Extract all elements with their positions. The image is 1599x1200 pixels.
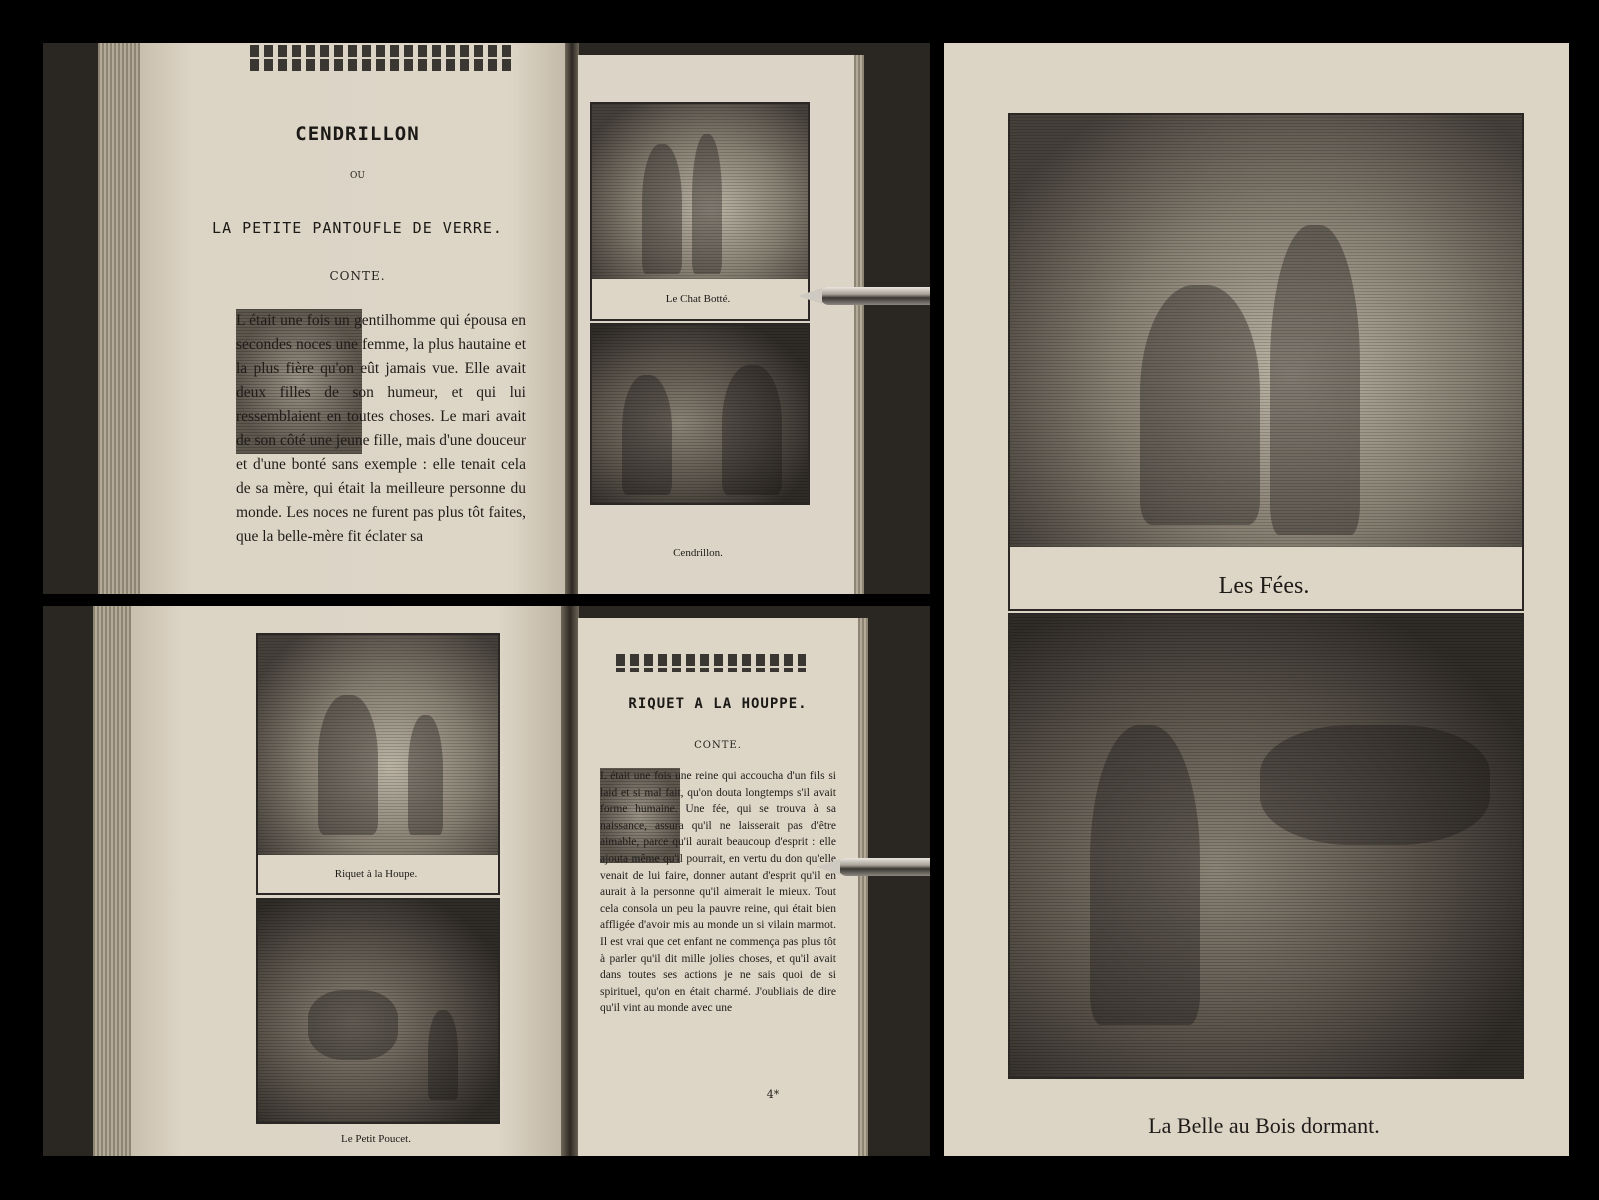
story-title: CENDRILLON [295, 123, 420, 145]
caption-chat-botte: Le Chat Botté. [665, 293, 731, 305]
conte-label: CONTE. [329, 269, 386, 283]
top-ornament [250, 45, 515, 71]
pen-pointer [838, 858, 930, 876]
caption-petit-poucet: Le Petit Poucet. [341, 1133, 411, 1145]
caption-les-fees: Les Fées. [1218, 573, 1310, 599]
page-riquet-text [578, 618, 858, 1156]
engraving-belle-au-bois-dormant [1008, 613, 1524, 1079]
story-subtitle: LA PETITE PANTOUFLE DE VERRE. [212, 219, 503, 237]
engraving-chat-botte [590, 102, 810, 281]
page-cendrillon-text [140, 43, 575, 594]
page-edges-left [98, 43, 142, 594]
page-edges-right [854, 55, 864, 594]
engraving-petit-poucet [256, 898, 500, 1124]
pen-pointer [820, 287, 930, 305]
top-ornament [616, 654, 806, 672]
book-spine [565, 43, 579, 594]
engraving-les-fees [1008, 113, 1524, 549]
photo-cendrillon-spread [43, 43, 930, 594]
story-title: RIQUET A LA HOUPPE. [628, 696, 808, 712]
story-paragraph: L était une fois une reine qui accoucha d'un fils si laid et si mal fait, qu'on douta longtemps s'il avait forme humaine. Une fée, qui se trouva à sa naissance, assura qu'il ne laisserait pas d'être aimable, parce qu'il aurait beaucoup d'esprit : elle ajouta même qu'il pourrait, en vertu du don qu'elle venait de lui faire, donner autant d'esprit qu'il en aurait à la personne qu'il aimerait le mieux. Tout cela consola un peu la pauvre reine, qui était bien affligée d'avoir mis au monde un si vilain marmot. Il est vrai que cet enfant ne commença pas plus tôt à parler qu'il dit mille jolies choses, et qu'il avait dans toutes ses actions je ne sais quoi de si spirituel, qu'on en était charmé. J'oubliais de dire qu'il vint au monde avec une [600, 770, 836, 1015]
page-edges-left [93, 606, 133, 1156]
caption-cendrillon: Cendrillon. [673, 547, 723, 559]
caption-riquet: Riquet à la Houpe. [334, 868, 418, 880]
caption-belle-au-bois-dormant: La Belle au Bois dormant. [1148, 1113, 1380, 1138]
page-edges-right [858, 618, 868, 1156]
story-paragraph: L était une fois un gentilhomme qui épousa en secondes noces une femme, la plus hautaine et la plus fière qu'on eût jamais vue. Elle avait deux filles de son humeur, et qui lui ressemblaient en toutes choses. Le mari avait de son côté une jeune fille, mais d'une douceur et d'une bonté sans exemple : elle tenait cela de sa mère, qui était la meilleure personne du monde. Les noces ne furent pas plus tôt faites, que la belle-mère fit éclater sa [236, 312, 526, 545]
engraving-riquet [256, 633, 500, 857]
photo-plates-page [944, 43, 1569, 1156]
title-ou: OU [350, 171, 365, 181]
page-illustrations [578, 55, 854, 594]
engraving-cendrillon [590, 323, 810, 505]
signature-mark: 4* [766, 1088, 780, 1101]
book-spine [561, 606, 579, 1156]
page-illustrations-riquet [131, 606, 563, 1156]
photo-riquet-spread [43, 606, 930, 1156]
conte-label: CONTE. [694, 740, 742, 751]
